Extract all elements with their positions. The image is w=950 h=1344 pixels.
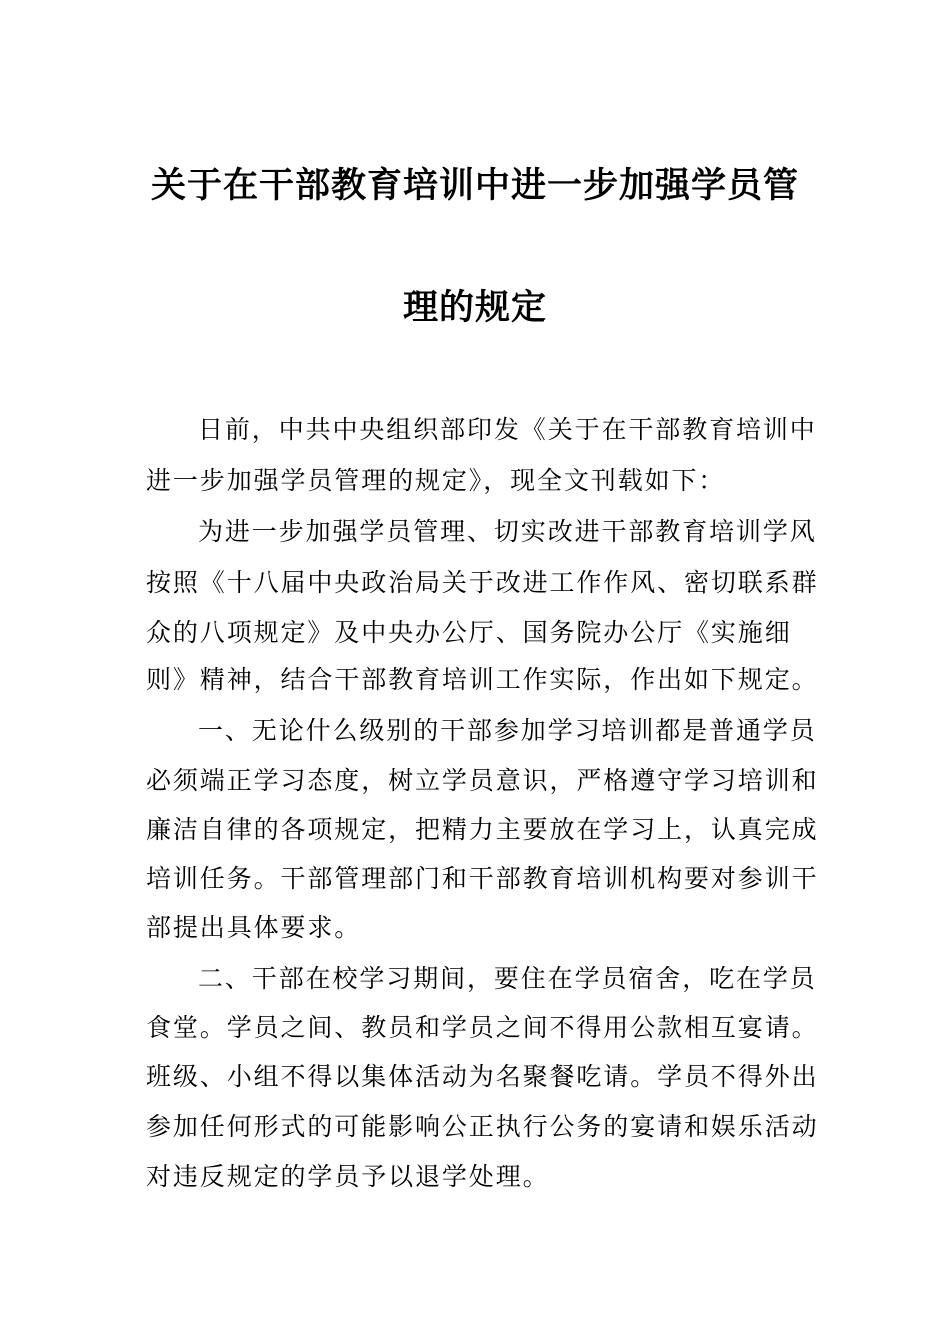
paragraph-line: 进一步加强学员管理的规定》，现全文刊载如下： <box>146 466 726 495</box>
paragraph-line: 必须端正学习态度，树立学员意识，严格遵守学习培训和 <box>146 766 819 795</box>
paragraph-line: 廉洁自律的各项规定，把精力主要放在学习上，认真完成 <box>146 815 819 844</box>
paragraph-line: 班级、小组不得以集体活动为名聚餐吃请。学员不得外出 <box>146 1062 819 1091</box>
paragraph-line: 部提出具体要求。 <box>146 913 362 942</box>
paragraph-line: 为进一步加强学员管理、切实改进干部教育培训学风 <box>198 517 817 546</box>
paragraph-line: 二、干部在校学习期间，要住在学员宿舍，吃在学员 <box>198 964 817 993</box>
paragraph-line: 众的八项规定》及中央办公厅、国务院办公厅《实施细 <box>146 618 792 647</box>
document-title-line-1: 关于在干部教育培训中进一步加强学员管 <box>150 165 799 206</box>
paragraph-line: 参加任何形式的可能影响公正执行公务的宴请和娱乐活动 <box>146 1112 819 1141</box>
paragraph-line: 对违反规定的学员予以退学处理。 <box>146 1162 550 1191</box>
paragraph-line: 日前，中共中央组织部印发《关于在干部教育培训中 <box>198 415 817 444</box>
paragraph-line: 按照《十八届中央政治局关于改进工作作风、密切联系群 <box>146 568 819 597</box>
paragraph-line: 则》精神，结合干部教育培训工作实际，作出如下规定。 <box>146 665 819 694</box>
document-title-line-2: 理的规定 <box>402 287 547 328</box>
paragraph-line: 食堂。学员之间、教员和学员之间不得用公款相互宴请。 <box>146 1013 819 1042</box>
paragraph-line: 培训任务。干部管理部门和干部教育培训机构要对参训干 <box>146 864 819 893</box>
paragraph-line: 一、无论什么级别的干部参加学习培训都是普通学员 <box>198 716 817 745</box>
